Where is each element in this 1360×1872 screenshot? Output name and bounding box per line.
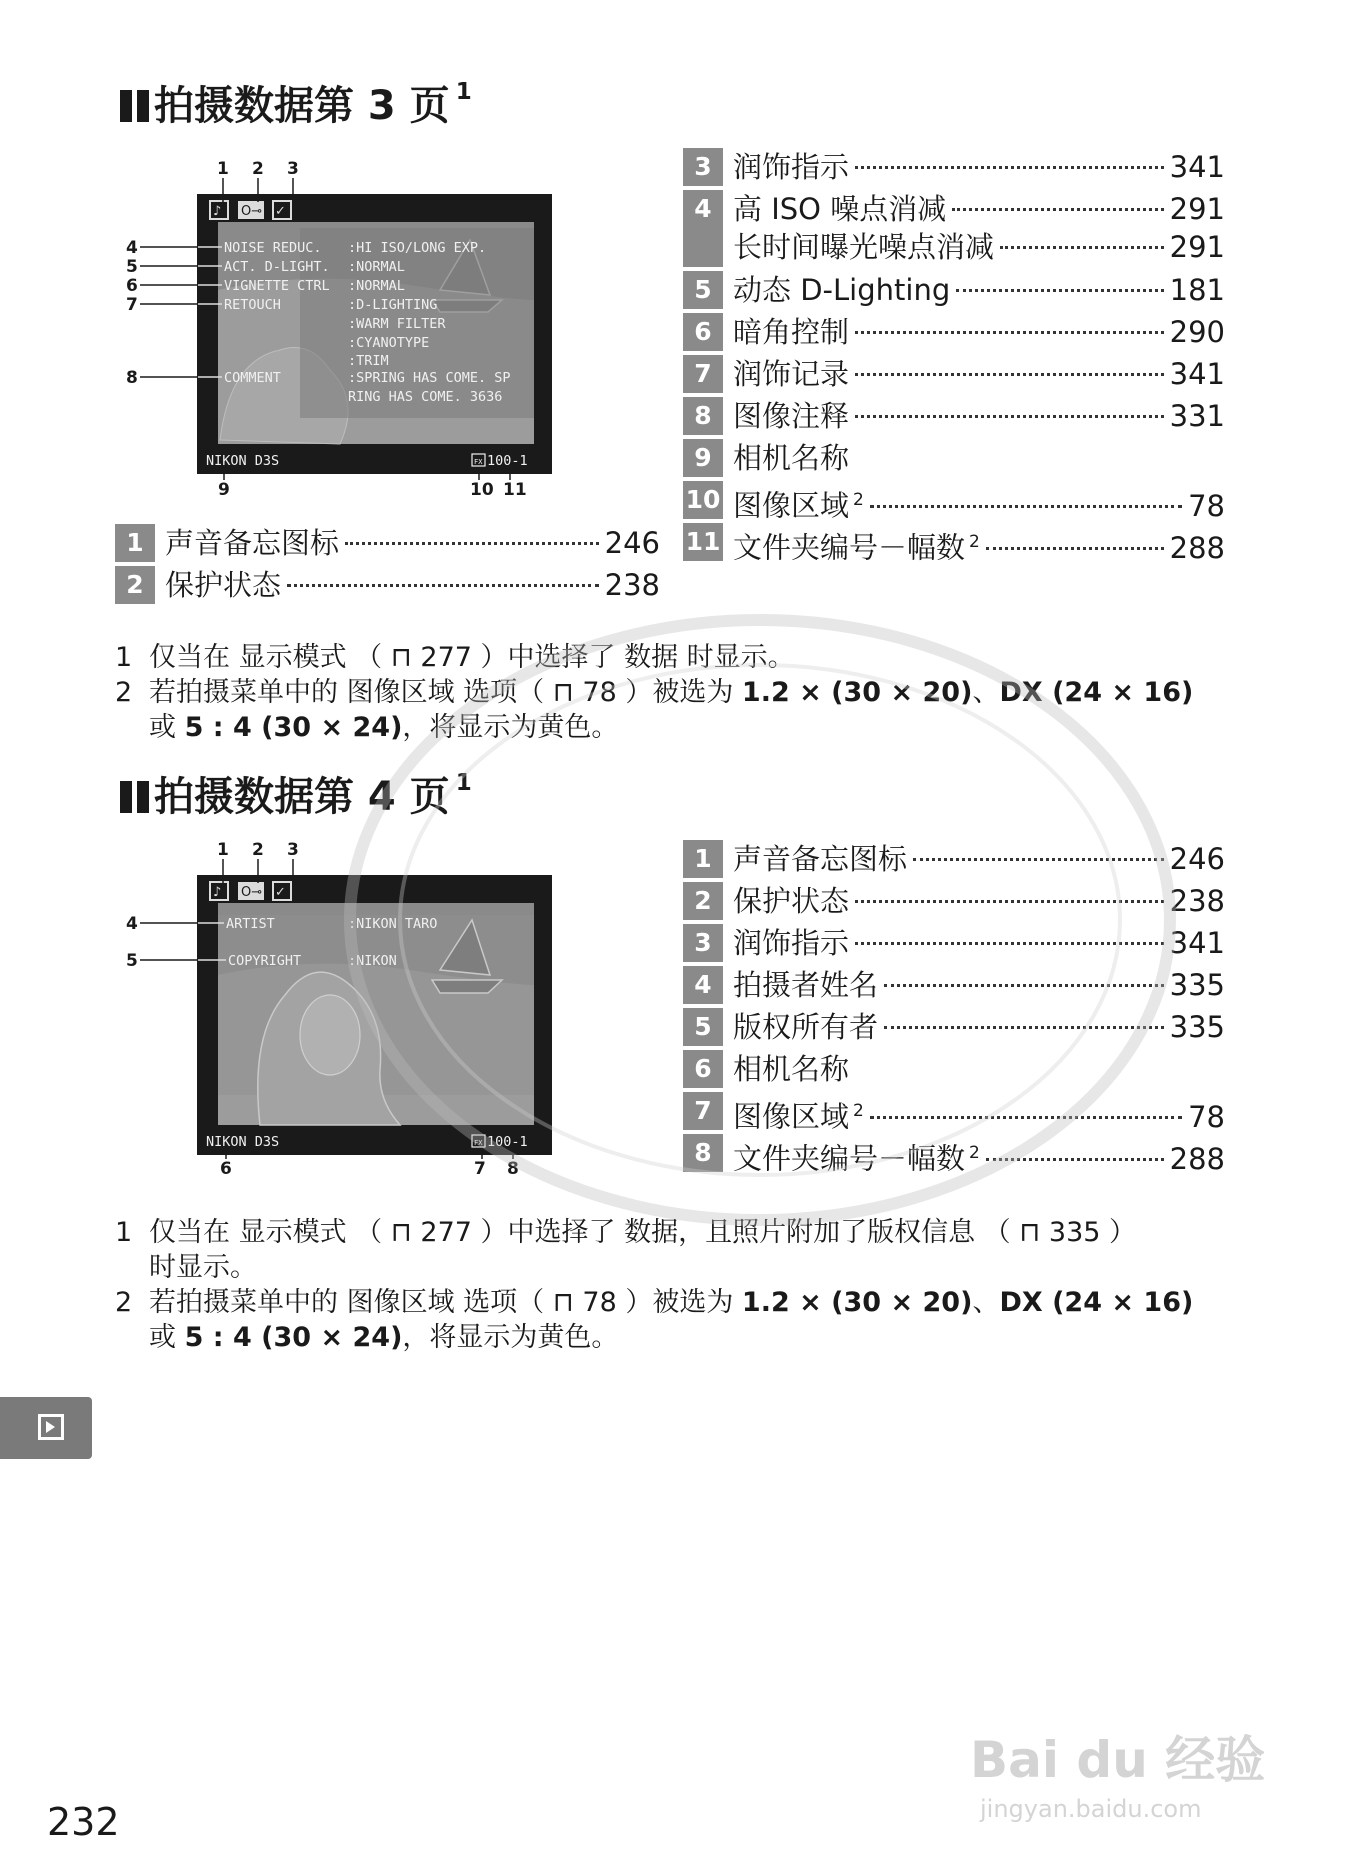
callout-2: 2 <box>252 840 264 860</box>
legend-item: 7 图像区域 $^2$ 78 <box>683 1092 1225 1130</box>
legend-item: 8 文件夹编号－幅数 $^2$ 288 <box>683 1134 1225 1172</box>
legend-item: 11 文件夹编号－幅数 $^2$ 288 <box>683 523 1225 561</box>
camera-name: NIKON D3S <box>206 453 280 469</box>
key-icon: O⊸ <box>241 204 263 219</box>
screen-value: :NIKON TARO <box>348 916 438 932</box>
baidu-watermark-url: jingyan.baidu.com <box>980 1795 1202 1823</box>
folder-number: 100-1 <box>487 453 528 469</box>
callout-7: 7 <box>474 1159 486 1179</box>
callout-3: 3 <box>287 840 299 860</box>
playback-section-tab[interactable] <box>0 1397 92 1459</box>
screen-value: :SPRING HAS COME. SP <box>348 370 511 386</box>
retouch-icon: ✓ <box>275 204 286 219</box>
section-heading-page4: 拍摄数据第 4 页 $^1$ <box>120 765 472 822</box>
legend-item: 9 相机名称 <box>683 439 1225 477</box>
download-watermark-stamp <box>330 600 1190 1240</box>
legend-item <box>115 524 660 562</box>
callout-4: 4 <box>126 914 138 934</box>
callout-5: 5 <box>126 951 138 971</box>
callout-5: 5 <box>126 257 138 277</box>
fx-badge: FX <box>474 458 483 466</box>
legend-item: 5 版权所有者 335 <box>683 1008 1225 1046</box>
screen-value: :NIKON <box>348 953 397 969</box>
callout-4: 4 <box>126 238 138 258</box>
callout-3: 3 <box>287 159 299 179</box>
callout-8: 8 <box>126 368 138 388</box>
folder-number: 100-1 <box>487 1134 528 1150</box>
legend-item: 10 图像区域 $^2$ 78 <box>683 481 1225 519</box>
legend-item: 6 暗角控制 290 <box>683 313 1225 351</box>
screen-label: ACT. D-LIGHT. <box>224 259 330 275</box>
legend-item: 6 相机名称 <box>683 1050 1225 1088</box>
legend-item: 4 高 ISO 噪点消减 291 长时间曝光噪点消减 291 <box>683 190 1225 267</box>
footnote-2-page4: 2 若拍摄菜单中的 图像区域 选项（ ⊓ 78 ）被选为 1.2 × (30 × 20)、DX (24 × 16) 或 5 : 4 (30 × 24)，将显示为黄色。 <box>115 1287 1194 1353</box>
screen-value: :NORMAL <box>348 259 405 275</box>
legend-item: 1 声音备忘图标 246 <box>683 840 1225 878</box>
baidu-watermark-logo: Bai du 经验 <box>970 1731 1266 1789</box>
screen-label: NOISE REDUC. <box>224 240 322 256</box>
callout-6: 6 <box>220 1159 232 1179</box>
legend-item: 4 拍摄者姓名 335 <box>683 966 1225 1004</box>
camera-name: NIKON D3S <box>206 1134 280 1150</box>
screen-label: VIGNETTE CTRL <box>224 278 330 294</box>
legend-item: 5 动态 D-Lighting 181 <box>683 271 1225 309</box>
page-ref: 238 <box>604 568 660 602</box>
screen-value: :D-LIGHTING <box>348 297 438 313</box>
callout-1: 1 <box>217 159 229 179</box>
legend-label: 保护状态 <box>165 568 282 602</box>
screen-value: :TRIM <box>348 353 389 369</box>
legend-number: 1 <box>115 524 155 562</box>
footnote-1-page4: 1 仅当在 显示模式 （ ⊓ 277 ）中选择了 数据，且照片附加了版权信息 （ ⊓ 335 ） 时显示。 <box>115 1217 1137 1283</box>
callout-7: 7 <box>126 295 138 315</box>
screen-label: COPYRIGHT <box>228 953 302 969</box>
legend-item: 3 润饰指示 341 <box>683 148 1225 186</box>
callout-9: 9 <box>218 480 230 500</box>
voice-memo-icon: ♪ <box>213 204 222 219</box>
screen-value: :HI ISO/LONG EXP. <box>348 240 487 256</box>
callout-10: 10 <box>470 480 494 500</box>
callout-1: 1 <box>217 840 229 860</box>
screen-label: COMMENT <box>224 370 281 386</box>
screen-label: ARTIST <box>226 916 275 932</box>
callout-2: 2 <box>252 159 264 179</box>
fx-badge: FX <box>474 1139 483 1147</box>
legend-item: 2 保护状态 238 <box>683 882 1225 920</box>
legend-label: 声音备忘图标 <box>165 526 340 560</box>
callout-11: 11 <box>503 480 527 500</box>
legend-number: 2 <box>115 566 155 604</box>
legend-right-page3 <box>683 148 1225 565</box>
callout-8: 8 <box>507 1159 519 1179</box>
screen-value: :WARM FILTER <box>348 316 446 332</box>
legend-item: 8 图像注释 331 <box>683 397 1225 435</box>
key-icon: O⊸ <box>241 885 263 900</box>
screen-value: :NORMAL <box>348 278 405 294</box>
screen-label: RETOUCH <box>224 297 281 313</box>
legend-item <box>115 566 660 604</box>
footnote-2-page3: 2 若拍摄菜单中的 图像区域 选项（ ⊓ 78 ）被选为 1.2 × (30 × 20)、DX (24 × 16) 或 5 : 4 (30 × 24)，将显示为黄色。 <box>115 677 1194 743</box>
screen-value: :CYANOTYPE <box>348 335 430 351</box>
footnote-1-page3: 1 仅当在 显示模式 （ ⊓ 277 ）中选择了 数据 时显示。 <box>115 642 795 673</box>
legend-item: 7 润饰记录 341 <box>683 355 1225 393</box>
legend-item: 3 润饰指示 341 <box>683 924 1225 962</box>
screen-value: RING HAS COME. 3636 <box>348 389 503 405</box>
page-ref: 246 <box>604 526 660 560</box>
voice-memo-icon: ♪ <box>213 885 222 900</box>
retouch-icon: ✓ <box>275 885 286 900</box>
screen-figure-page3 <box>110 150 570 510</box>
legend-left-page3 <box>115 524 660 608</box>
callout-6: 6 <box>126 276 138 296</box>
section-heading-page3: 拍摄数据第 3 页 $^1$ <box>120 74 472 131</box>
page-number: 232 <box>47 1800 120 1844</box>
